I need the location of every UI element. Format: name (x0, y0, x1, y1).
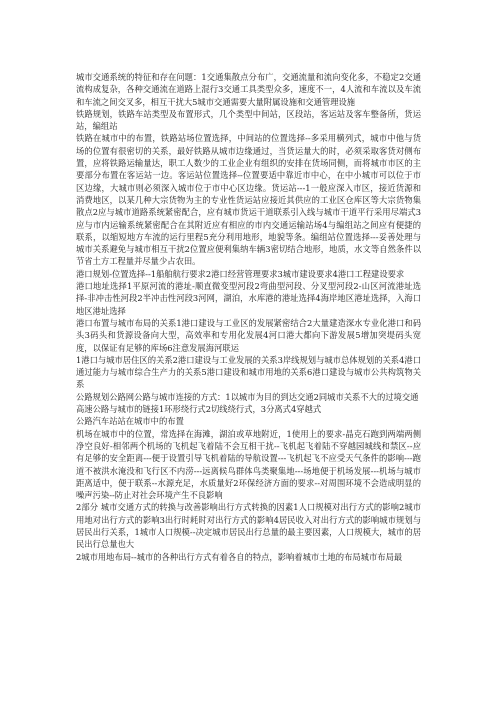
paragraph-port-city-layout: 港口布置与城市布局的关系1港口建设与工业区的发展紧密结合2大量建造深水专业化港口和码头3码头和货源设备向大型，高效率和专用化发展4河口港大都向下游发展5增加突堤码头宽度，以保证有足够的库场6注意发展海河联运 (76, 317, 421, 353)
paragraph-traffic-features: 城市交通系统的特征和存在问题：1交通集散点分布广，交通流量和流向变化多，不稳定2交通流构成复杂，各种交通流在道路上混行3交通工具类型众多，速度不一，4人流和车流以及车流和车流之间交叉多，相互干扰大5城市交通需要大量附属设施和交通管理设施 (76, 72, 421, 107)
paragraph-transport-mode-shift: 2部分 城市交通方式的转换与改善影响出行方式转换的因素1人口规模对出行方式的影响2城市用地对出行方式的影响3出行时耗时对出行方式的影响4居民收入对出行方式的影响城市规划与居民出行关系，1城市人口规模--决定城市居民出行总量的最主要因素，人口规模大，城市的居民出行总量也大 (76, 502, 421, 550)
paragraph-port-site-selection: 港口地址选择1平原河流的港址-顺直微变型河段2弯曲型河段、分叉型河段2-山区河流港址选择-非冲击性河段2半冲击性河段3河网，湖泊，水库港的港址选择4海岸地区港址选择，入海口地区港址选择 (76, 281, 421, 316)
paragraph-highway-network: 公路规划公路网公路与城市连接的方式：1以城市为目的到达交通2同城市关系不大的过境交通 (76, 391, 419, 402)
paragraph-expressway-links: 高速公路与城市的链接1环形绕行式2切线绕行式，3分离式4穿越式 (76, 404, 322, 415)
paragraph-port-location: 港口规划-位置选择--1船舶航行要求2港口经营管理要求3城市建设要求4港口工程建设要求 (76, 268, 405, 279)
paragraph-airport-location: 机场在城市中的位置，常选择在海滩，湖泊或草地附近，1使用上的要求-晶克石跑到两端两侧净空良好-相邻两个机场的飞机起飞着陆不会互相干扰--飞机起飞着陆不穿越园城线和禁区--应有足够的安全距离---便于设置引导飞机着陆的导航设置---飞机起飞不应受天气条件的影响---跑道不被洪水淹没和飞行区不内涝---远离候鸟群体鸟类聚集地---场地便于机场发展---机场与城市距离适中，便于联系--水源充足，水质量好2环保经济方面的要求--对周围环境不会造成明显的噪声污染--防止对社会环境产生不良影响 (76, 428, 421, 501)
paragraph-bus-station: 公路汽车站站在城市中的布置 (76, 416, 184, 427)
paragraph-land-use-layout: 2城市用地布局--城市的各种出行方式有着各自的特点，影响着城市土地的布局城市布局最 (76, 551, 403, 562)
document-body (76, 71, 421, 563)
paragraph-railway-planning: 铁路规划，铁路车站类型及布置形式，几个类型中间站，区段站，客运站及客车整备所，货运站，编组站 (76, 108, 421, 132)
paragraph-railway-layout: 铁路在城市中的布置，铁路站场位置选择，中间站的位置选择--多采用横列式，城市中他与货场的位置有很密切的关系，最好铁路从城市边缘通过，当货运量大的时，必须采取客货对侧布置，应将铁路运输量达，职工人数少的工业企业有组织的安排在货场同侧，而将城市市区的主要部分布置在客运站一边。客运站位置选择--位置要适中靠近市中心，在中小城市可以位于市区边缘，大城市则必须深入城市位于市中心区边缘。货运站---1一般应深入市区，接近货源和消费地区，以某几种大宗货物为主的专业性货运站应接近其供应的工业区仓库区等大宗货物集散点2应与城市道路系统紧密配合，应有城市货运干道联系引入线与城市干道平行采用尽端式3应与市内运输系统紧密配合在其附近应有相应的市内交通运输站场4与编组站之间应有便捷的联系，以缩短地方车流的运行里程5充分利用地形，地貌等条。编组站位置选择---妥善处理与城市关系避免与城市相互干扰2位置应便利集纳车辆3密切结合地形，地质，水文等自然条件以节省土方工程量并尽量少占农田。 (76, 133, 421, 267)
paragraph-port-relations: 1港口与城市居住区的关系2港口建设与工业发展的关系3岸线规划与城市总体规划的关系4港口通过能力与城市综合生产力的关系5港口建设和城市用地的关系6港口建设与城市公共构筑物关系 (76, 354, 421, 390)
